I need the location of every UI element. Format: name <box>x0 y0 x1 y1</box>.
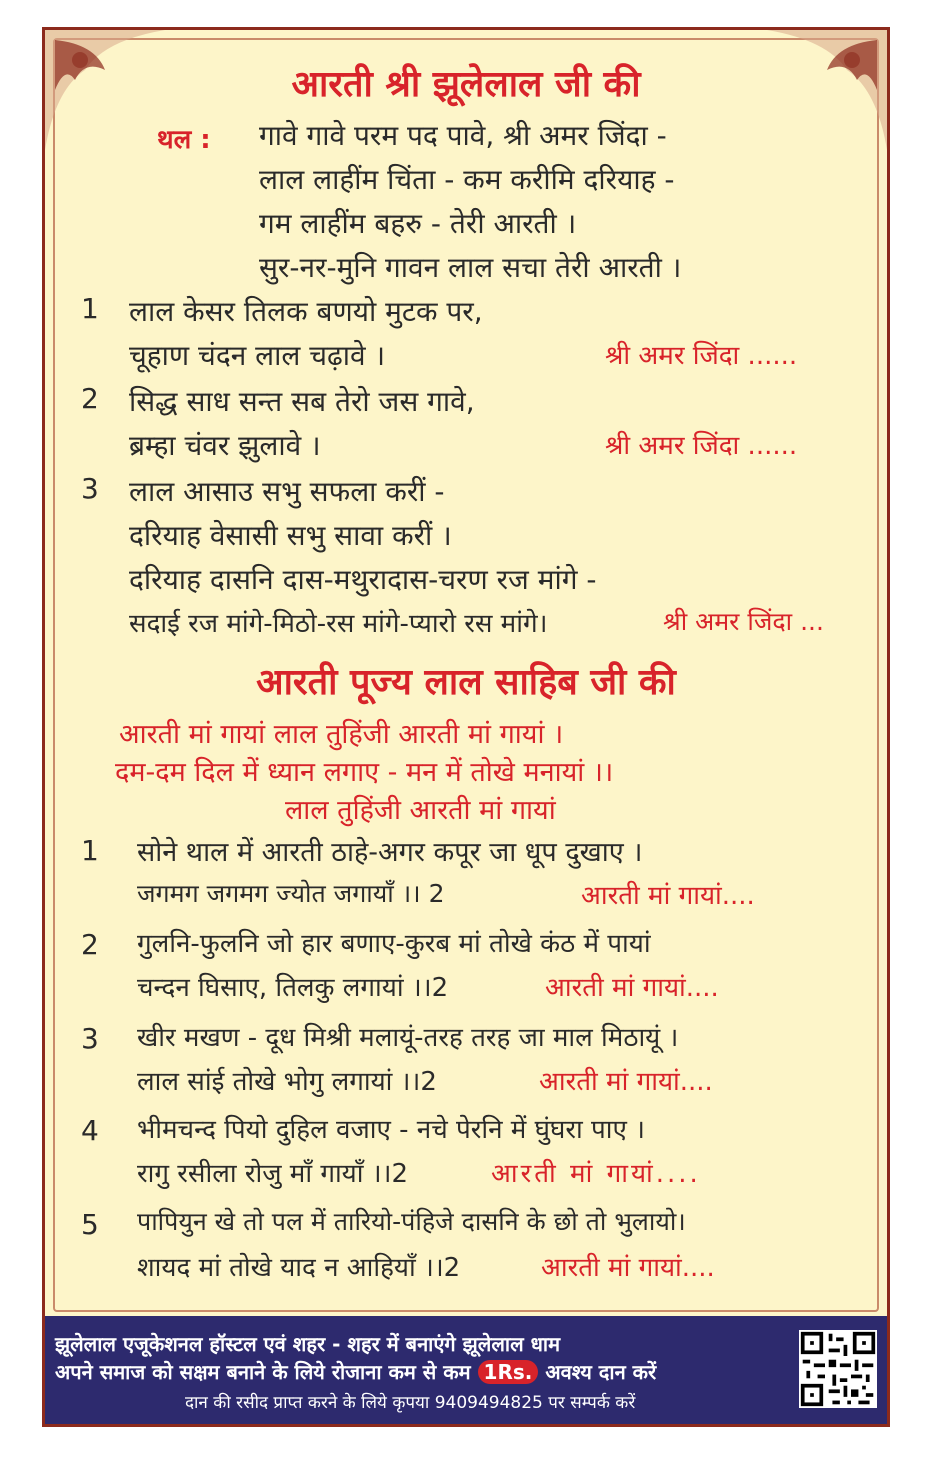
verse3-number: 3 <box>81 472 99 505</box>
verse1-line-1: लाल केसर तिलक बणयो मुटक पर, <box>129 295 483 328</box>
qr-code-icon <box>799 1330 877 1408</box>
aarti2-verse5-line-2: शायद मां तोखे याद न आहियाँ ।।2 <box>137 1253 461 1283</box>
title-aarti-lal-sahib: आरती पूज्य लाल साहिब जी की <box>256 662 676 703</box>
footer-line-2-text: अपने समाज को सक्षम बनाने के लिये रोजाना कम से कम <box>55 1360 471 1384</box>
aarti2-verse3-number: 3 <box>81 1022 99 1055</box>
verse2-line-1: सिद्ध साध सन्त सब तेरो जस गावे, <box>129 385 475 418</box>
verse2-number: 2 <box>81 382 99 415</box>
aarti2-verse1-line-2: जगमग जगमग ज्योत जगायाँ ।। 2 <box>137 879 445 908</box>
thal-line-1: गावे गावे परम पद पावे, श्री अमर जिंदा - <box>259 119 667 152</box>
aarti2-verse5-number: 5 <box>81 1208 99 1241</box>
verse3-line-4: सदाई रज मांगे-मिठो-रस मांगे-प्यारो रस मांगे। <box>129 609 548 639</box>
thal-label: थल : <box>157 125 211 155</box>
aarti2-verse2-line-1: गुलनि-फुलनि जो हार बणाए-कुरब मां तोखे कंठ में पायां <box>137 929 651 959</box>
aarti2-verse3-refrain: आरती मां गायां.... <box>539 1067 713 1097</box>
footer-line-2 <box>55 1358 656 1385</box>
verse1-number: 1 <box>81 292 99 325</box>
aarti2-verse4-line-1: भीमचन्द पियो दुहिल वजाए - नचे पेरनि में घुंघरा पाए । <box>137 1115 645 1145</box>
thal-line-2: लाल लाहींम चिंता - कम करीमि दरियाह - <box>259 163 675 196</box>
verse1-line-2: चूहाण चंदन लाल चढ़ावे । <box>129 339 386 372</box>
thal-line-4: सुर-नर-मुनि गावन लाल सचा तेरी आरती । <box>259 251 682 284</box>
aarti2-verse1-refrain: आरती मां गायां.... <box>581 881 755 911</box>
footer-line-1: झूलेलाल एजूकेशनल हॉस्टल एवं शहर - शहर में बनाएंगे झूलेलाल धाम <box>55 1332 561 1356</box>
aarti2-verse1-line-1: सोने थाल में आरती ठाहे-अगर कपूर जा धूप दुखाए । <box>137 837 643 868</box>
verse3-line-3: दरियाह दासनि दास-मथुरादास-चरण रज मांगे - <box>129 563 597 596</box>
poster-frame <box>42 27 890 1427</box>
aarti2-verse3-line-1: खीर मखण - दूध मिश्री मलायूं-तरह तरह जा माल मिठायूं । <box>137 1023 679 1053</box>
aarti2-verse5-line-1: पापियुन खे तो पल में तारियो-पंहिजे दासनि के छो तो भुलायो। <box>137 1207 686 1236</box>
chorus-line-3: लाल तुहिंजी आरती मां गायां <box>285 795 556 826</box>
aarti2-verse5-refrain: आरती मां गायां.... <box>541 1253 715 1283</box>
thal-line-3: गम लाहींम बहरु - तेरी आरती । <box>259 207 577 240</box>
title-aarti-jhulelal: आरती श्री झूलेलाल जी की <box>291 64 641 105</box>
aarti2-verse4-refrain: आरती मां गायां.... <box>491 1159 701 1189</box>
verse3-line-2: दरियाह वेसासी सभु सावा करीं । <box>129 519 452 552</box>
aarti2-verse4-line-2: रागु रसीला रोजु माँ गायाँ ।।2 <box>137 1159 409 1189</box>
footer-line-2-end: अवश्य दान करें <box>545 1360 657 1384</box>
aarti2-verse2-number: 2 <box>81 928 99 961</box>
aarti2-verse2-refrain: आरती मां गायां.... <box>545 973 719 1003</box>
aarti2-verse3-line-2: लाल सांई तोखे भोगु लगायां ।।2 <box>137 1067 437 1097</box>
footer-banner <box>45 1316 887 1424</box>
verse3-refrain: श्री अमर जिंदा ... <box>663 607 824 636</box>
verse3-line-1: लाल आसाउ सभु सफला करीं - <box>129 475 445 508</box>
rs-badge: 1Rs. <box>478 1360 539 1384</box>
aarti2-verse4-number: 4 <box>81 1114 99 1147</box>
aarti2-verse2-line-2: चन्दन घिसाए, तिलकु लगायां ।।2 <box>137 973 449 1003</box>
verse2-refrain: श्री अमर जिंदा ...... <box>605 431 798 461</box>
chorus-line-1: आरती मां गायां लाल तुहिंजी आरती मां गायां । <box>119 719 564 750</box>
footer-line-3: दान की रसीद प्राप्त करने के लिये कृपया 9409494825 पर सम्पर्क करें <box>185 1393 636 1413</box>
aarti2-verse1-number: 1 <box>81 834 99 867</box>
chorus-line-2: दम-दम दिल में ध्यान लगाए - मन में तोखे मनायां ।। <box>115 757 614 788</box>
verse1-refrain: श्री अमर जिंदा ...... <box>605 341 798 371</box>
verse2-line-2: ब्रम्हा चंवर झुलावे । <box>129 429 321 462</box>
